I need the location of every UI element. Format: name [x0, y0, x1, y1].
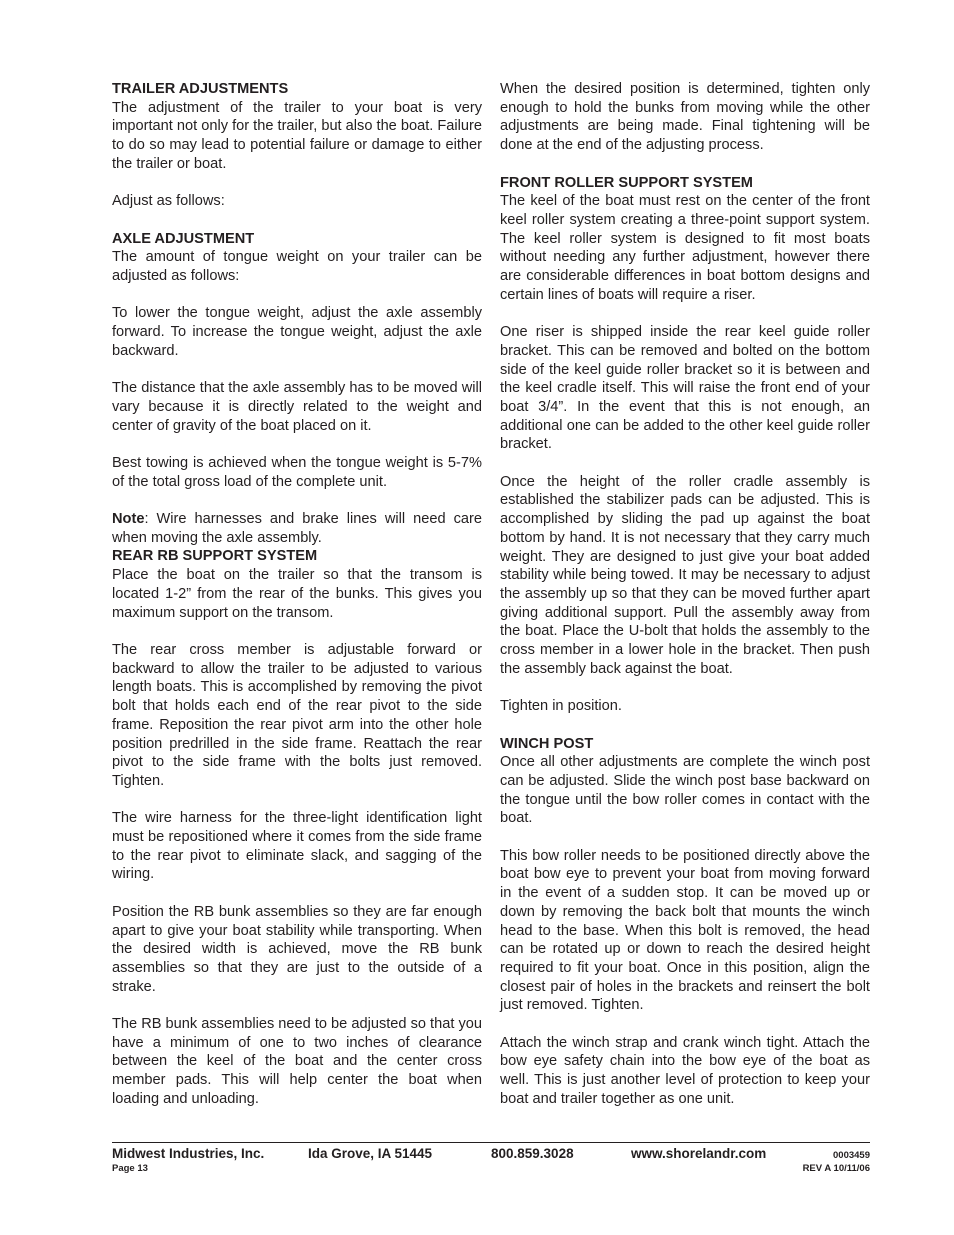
rear-cross-member-paragraph: The rear cross member is adjustable forward or backward to allow the trailer to be adjusted to various length boats. This is accomplished by removing the pivot bolt that holds each end of the rear pivot to the side frame. Reposition the rear pivot arm into the other hole position predrilled in the side frame. Reattach the rear pivot to the side frame with the bolts just removed. Tighten.: [112, 641, 482, 789]
footer-phone: 800.859.3028: [491, 1146, 574, 1161]
footer-page-number: Page 13: [112, 1163, 148, 1174]
tighten-bunks-paragraph: When the desired position is determined, tighten only enough to hold the bunks from moving while the other adjustments are being made. Final tightening will be done at the end of the adjusting process.: [500, 81, 870, 154]
bow-roller-paragraph: This bow roller needs to be positioned directly above the boat bow eye to prevent your boat from moving forward in the event of a sudden stop. It can be moved up or down by removing the back bolt that mounts the winch head to the base. When this bolt is removed, the head can be rotated up or down to reach the desired height required to fit your boat. Once in this position, align the closest pair of holes in the brackets and reinsert the bolt just removed. Tighten.: [500, 847, 870, 1014]
rear-rb-support-heading: REAR RB SUPPORT SYSTEM: [112, 548, 318, 565]
axle-tongue-weight-paragraph: To lower the tongue weight, adjust the axle assembly forward. To increase the tongue weight, adjust the axle backward.: [112, 305, 482, 359]
winch-post-heading: WINCH POST: [500, 735, 594, 752]
stabilizer-pads-paragraph: Once the height of the roller cradle assembly is established the stabilizer pads can be adjusted. This is accomplished by sliding the pad up against the boat bottom by hand. It is not necessary that they carry much weight. They are designed to just give your boat added stability while being towed. It may be necessary to adjust the assembly up so that they can be moved further apart giving additional support. Pull the assembly away from the boat. Place the U-bolt that holds the assembly to the cross member in a lower hole in the bracket. Then push the assembly back against the boat.: [500, 473, 870, 677]
tighten-in-position: Tighten in position.: [500, 698, 622, 715]
axle-adjustment-intro: The amount of tongue weight on your trailer can be adjusted as follows:: [112, 249, 482, 284]
footer-company: Midwest Industries, Inc.: [112, 1146, 265, 1161]
right-column: [500, 80, 870, 1127]
rb-bunk-clearance-paragraph: The RB bunk assemblies need to be adjusted so that you have a minimum of one to two inches of clearance between the keel of the boat and the center cross member pads. This will help center the boat when loading and unloading.: [112, 1016, 482, 1107]
front-roller-support-heading: FRONT ROLLER SUPPORT SYSTEM: [500, 174, 753, 191]
winch-post-adjust-paragraph: Once all other adjustments are complete the winch post can be adjusted. Slide the winch post base backward on the tongue until the bow roller comes in contact with the boat.: [500, 754, 870, 827]
axle-distance-paragraph: The distance that the axle assembly has to be moved will vary because it is directly related to the weight and center of gravity of the boat placed on it.: [112, 380, 482, 434]
rb-bunk-position-paragraph: Position the RB bunk assemblies so they are far enough apart to give your boat stability while transporting. When the desired width is achieved, move the RB bunk assemblies so that they are just to the outside of a strake.: [112, 903, 482, 995]
winch-strap-paragraph: Attach the winch strap and crank winch tight. Attach the bow eye safety chain into the bow eye of the boat as well. This is just another level of protection to keep your boat and trailer together as one unit.: [500, 1034, 870, 1107]
footer-revision: REV A 10/11/06: [802, 1163, 870, 1174]
trailer-adjustments-intro: The adjustment of the trailer to your boat is very important not only for the trailer, but also the boat. Failure to do so may lead to potential failure or damage to either the trailer or boat.: [112, 99, 482, 172]
axle-adjustment-heading: AXLE ADJUSTMENT: [112, 230, 255, 247]
adjust-as-follows: Adjust as follows:: [112, 193, 225, 210]
footer-doc-number: 0003459: [833, 1150, 870, 1161]
trailer-adjustments-heading: TRAILER ADJUSTMENTS: [112, 81, 289, 97]
left-column: [112, 80, 482, 1127]
note-paragraph: [112, 510, 482, 547]
footer-website: www.shorelandr.com: [631, 1146, 767, 1161]
wire-harness-paragraph: The wire harness for the three-light identification light must be repositioned where it comes from the side frame to the rear pivot to eliminate slack, and sagging of the wiring.: [112, 810, 482, 883]
rear-rb-placement-paragraph: Place the boat on the trailer so that the transom is located 1-2” from the rear of the bunks. This gives you maximum support on the transom.: [112, 567, 482, 621]
footer-location: Ida Grove, IA 51445: [308, 1146, 433, 1161]
riser-paragraph: One riser is shipped inside the rear keel guide roller bracket. This can be removed and bolted on the bottom side of the keel guide roller bracket so it is between and the keel cradle itself. This will raise the front end of your boat 3/4”. In the event that this is not enough, an additional one can be added to the other keel guide roller bracket.: [500, 324, 870, 453]
keel-roller-paragraph: The keel of the boat must rest on the center of the front keel roller system creating a three-point support system. The keel roller system is designed to fit most boats without needing any further adjustment, however there are considerable differences in boat bottom designs and certain lines of boats will require a riser.: [500, 193, 870, 303]
note-text: : Wire harnesses and brake lines will need care when moving the axle assembly.: [112, 511, 482, 546]
footer-divider: [112, 1142, 870, 1143]
best-towing-paragraph: Best towing is achieved when the tongue weight is 5-7% of the total gross load of the complete unit.: [112, 454, 482, 490]
note-label: Note: [112, 511, 145, 528]
